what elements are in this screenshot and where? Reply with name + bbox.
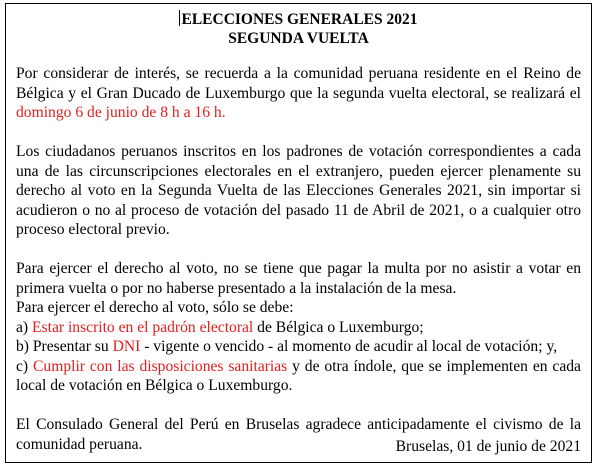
requirement-b-highlight: DNI [112,338,141,355]
signature-date: Bruselas, 01 de junio de 2021 [395,437,581,455]
requirement-item-b [16,337,581,357]
requirements-intro: Para ejercer el derecho al voto, sólo se debe: [16,299,294,316]
requirement-a-rest: de Bélgica o Luxemburgo; [253,318,424,336]
election-date-highlight: domingo 6 de junio de 8 h a 16 h [16,104,222,121]
paragraph-election-date-text: Por considerar de interés, se recuerda a la comunidad peruana residente en el Reino de Bélgica y el Gran Ducado de Luxemburgo que la segunda vuelta electoral, se realizará el [16,65,581,102]
paragraph-election-date [16,64,581,123]
requirement-c-prefix: c) [16,357,33,375]
paragraph-eligibility: Los ciudadanos peruanos inscritos en los padrones de votación correspondientes a cada una de las circunscripciones electorales en el extranjero, pueden ejercer plenamente su derecho al voto en la Segunda Vuelta de las Elecciones Generales 2021, sin importar si acudieron o no al proceso de votación del pasado 11 de Abril de 2021, o a cualquier otro proceso electoral previo. [16,143,581,238]
paragraph-no-fine: Para ejercer el derecho al voto, no se tiene que pagar la multa por no asistir a votar en primera vuelta o por no haberse presentado a la instalación de la mesa. [16,260,581,297]
requirement-c-highlight: Cumplir con las disposiciones sanitarias [33,357,288,375]
requirement-b-prefix: b) Presentar su [16,338,113,355]
requirement-item-c [16,357,581,396]
title-text-1: ELECCIONES GENERALES 2021 [181,11,418,28]
paragraph-thanks: El Consulado General del Perú en Bruselas agradece anticipadamente el civismo de la comunidad peruana. [16,416,581,453]
requirement-c-rest: y de otra índole, que se implementen en cada local de votación en Bélgica o Luxemburgo. [16,357,581,394]
requirement-a-highlight: Estar inscrito en el padrón electoral [32,318,254,336]
requirement-item-a [16,318,581,338]
title-line-2: SEGUNDA VUELTA [228,30,369,47]
notice-frame [5,3,592,463]
title-line-1 [16,10,581,29]
requirement-a-prefix: a) [16,318,33,336]
requirement-b-rest: - vigente o vencido - al momento de acudir al local de votación; y, [140,338,558,355]
election-date-period: . [221,104,226,121]
